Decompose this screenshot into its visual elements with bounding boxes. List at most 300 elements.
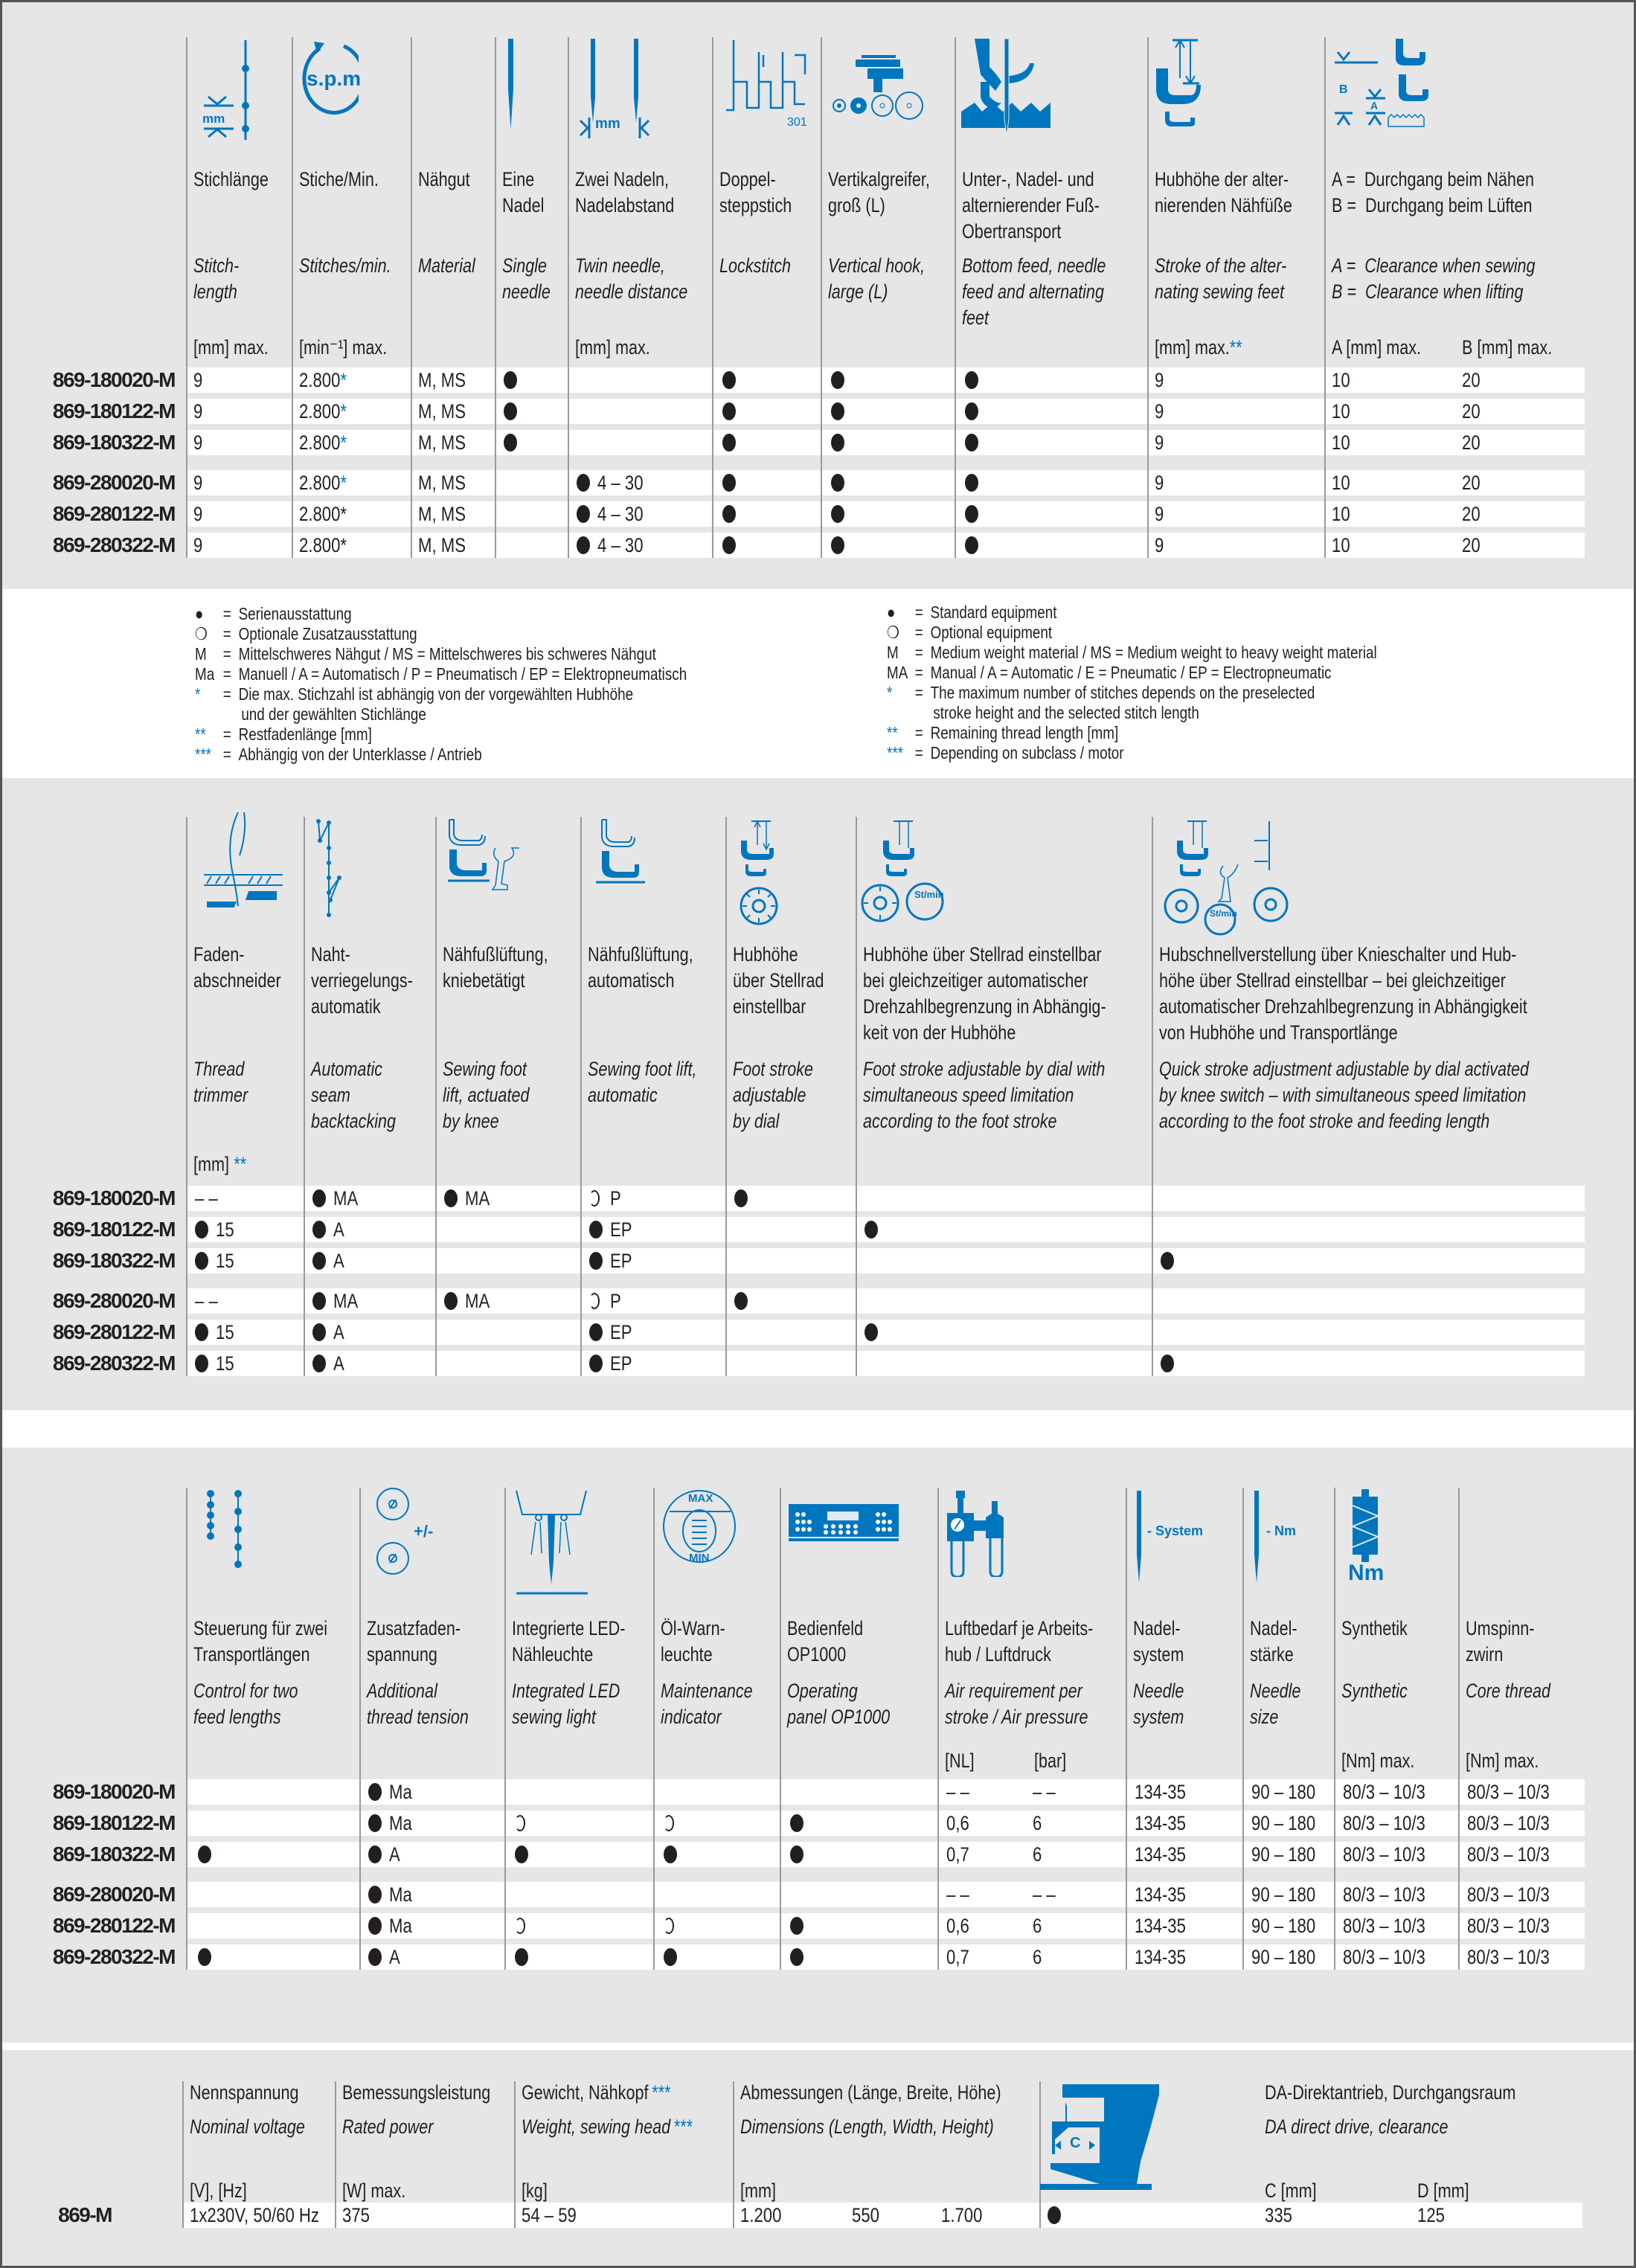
column-divider <box>186 37 187 558</box>
vertical-hook-icon <box>826 52 937 126</box>
column-heading-en: Rated power <box>342 2116 434 2138</box>
column-divider <box>1334 1488 1335 1970</box>
filled-dot-icon <box>195 1355 208 1372</box>
legend-text: Manual / A = Automatic / E = Pneumatic / EP = Electropneumatic <box>930 663 1332 682</box>
speed-value: 2.800* <box>299 400 347 423</box>
spec-value: 1x230V, 50/60 Hz <box>190 2204 319 2226</box>
legend-item <box>887 723 1118 743</box>
legend-text: Remaining thread length [mm] <box>930 723 1119 742</box>
legend-symbol: ● <box>887 603 896 622</box>
needle-size-value: 90 – 180 <box>1251 1781 1316 1803</box>
tension-value: A <box>389 1946 400 1968</box>
column-unit: [Nm] max. <box>1466 1750 1539 1772</box>
needle-system-value: 134-35 <box>1135 1915 1186 1937</box>
filled-dot-icon <box>444 1292 458 1310</box>
stitch-length-value: 9 <box>193 400 203 423</box>
air-pressure-value: 6 <box>1033 1812 1042 1834</box>
feature-value: EP <box>610 1250 632 1272</box>
legend-text: Abhängig von der Unterklasse / Antrieb <box>238 745 482 764</box>
filled-dot-icon <box>368 1948 382 1966</box>
column-divider <box>1147 37 1149 558</box>
needle-distance-value: 4 – 30 <box>597 472 644 494</box>
core-thread-value: 80/3 – 10/3 <box>1467 1883 1550 1906</box>
column-divider <box>937 1488 939 1970</box>
column-heading-en: Integrated LED sewing light <box>512 1680 620 1728</box>
legend-equals: = <box>914 623 923 642</box>
column-unit: A [mm] max. <box>1332 336 1422 359</box>
footnote-marker: * <box>340 534 347 556</box>
spm-icon-label: s.p.m <box>307 67 362 90</box>
legend-equals: = <box>914 643 923 662</box>
clearance-d-label: D <box>1104 2135 1115 2151</box>
filled-dot-icon <box>589 1323 603 1341</box>
filled-dot-icon <box>1048 2206 1061 2224</box>
column-heading-de: Hubschnellverstellung über Knieschalter und Hub- höhe über Stellrad einstellbar – bei gleichzeitiger automatischer Drehzahlbegrenzung in Abhängigkeit von Hubhöhe und Transportlänge <box>1159 943 1527 1044</box>
column-heading-en: Weight, sewing head *** <box>522 2116 693 2138</box>
filled-dot-icon <box>312 1355 326 1372</box>
filled-dot-icon <box>198 1948 211 1966</box>
model-number: 869-180322-M <box>52 1843 175 1866</box>
legend-symbol: ❍ <box>887 623 899 642</box>
feature-value: 15 <box>216 1321 234 1343</box>
filled-dot-icon <box>515 1845 528 1863</box>
legend-text: Standard equipment <box>930 603 1057 622</box>
column-heading-en: Synthetic <box>1341 1680 1408 1702</box>
legend-equals: = <box>914 683 923 702</box>
clearance-c-label: C <box>1070 2135 1081 2151</box>
filled-dot-icon <box>1161 1355 1174 1372</box>
stitch-length-icon <box>195 37 254 141</box>
filled-dot-icon <box>312 1323 326 1341</box>
filled-dot-icon <box>444 1189 458 1207</box>
legend-symbol: *** <box>195 745 212 764</box>
table-row <box>187 1217 1585 1242</box>
legend-symbol: ❍ <box>195 624 208 643</box>
column-heading-de: Hubhöhe über Stellrad einstellbar bei gleichzeitiger automatischer Drehzahlbegrenzung in Abhängig- keit von der Hubhöhe <box>863 943 1106 1044</box>
oil-max-label: MAX <box>688 1492 713 1505</box>
filled-dot-icon <box>864 1323 878 1341</box>
stroke-icon <box>1153 37 1220 126</box>
column-unit: [min⁻¹] max. <box>299 336 388 359</box>
feature-value: A <box>333 1218 344 1241</box>
column-divider <box>955 37 956 558</box>
dimension-value: 550 <box>852 2204 879 2226</box>
legend-text: stroke height and the selected stitch length <box>933 703 1199 722</box>
feature-value: 15 <box>216 1250 234 1272</box>
needle-system-label: - System <box>1147 1523 1204 1538</box>
column-heading-en: Bottom feed, needle feed and alternating feet <box>962 254 1106 329</box>
air-pressure-value: – – <box>1033 1781 1056 1803</box>
legend-equals: = <box>914 663 923 682</box>
air-requirement-value: – – <box>946 1883 969 1906</box>
feature-value: A <box>333 1352 344 1375</box>
column-heading-de: Stiche/Min. <box>299 168 379 190</box>
two-feed-lengths-icon <box>197 1488 242 1570</box>
thread-cone-label: Nm <box>1348 1561 1385 1585</box>
column-divider <box>653 1488 655 1970</box>
column-divider <box>186 817 187 1376</box>
legend-equals: = <box>222 725 231 744</box>
column-heading-de: Umspinn- zwirn <box>1466 1617 1535 1665</box>
air-pressure-value: – – <box>1033 1883 1056 1906</box>
column-heading-de: Synthetik <box>1341 1617 1408 1639</box>
column-heading-de: Abmessungen (Länge, Breite, Höhe) <box>740 2081 1001 2104</box>
legend-text: Optionale Zusatzausstattung <box>238 624 417 643</box>
core-thread-value: 80/3 – 10/3 <box>1467 1781 1550 1803</box>
legend-item <box>887 623 1052 643</box>
table-row <box>187 430 1585 455</box>
open-circle-icon <box>589 1190 600 1207</box>
legend-text: Die max. Stichzahl ist abhängig von der vorgewählten Hubhöhe <box>238 684 634 704</box>
section-gap <box>0 2043 1636 2050</box>
table-row <box>187 1288 1585 1314</box>
twin-needle-icon-label: mm <box>595 116 620 132</box>
tension-label: +/- <box>414 1522 434 1541</box>
column-unit: [kg] <box>522 2179 548 2202</box>
model-number: 869-280020-M <box>52 1883 175 1906</box>
model-number: 869-180020-M <box>52 1780 175 1803</box>
model-number: 869-180122-M <box>52 399 175 423</box>
column-divider <box>504 1488 506 1970</box>
oil-min-label: MIN <box>689 1552 710 1564</box>
filled-dot-icon <box>504 434 517 452</box>
feature-value: MA <box>465 1290 490 1312</box>
speed-value: 2.800* <box>299 503 347 525</box>
clearance-c-unit: C [mm] <box>1265 2179 1317 2202</box>
filled-dot-icon <box>312 1189 326 1207</box>
column-unit: [W] max. <box>342 2179 406 2202</box>
column-heading-en: Vertical hook, large (L) <box>828 254 926 303</box>
needle-system-icon <box>1131 1488 1235 1584</box>
oil-warning-icon <box>662 1488 744 1570</box>
table-row <box>187 399 1585 424</box>
legend-symbol: * <box>195 684 201 704</box>
auto-lift-icon <box>593 818 652 885</box>
feature-value: EP <box>610 1218 632 1241</box>
tension-value: A <box>389 1843 400 1866</box>
column-unit: [NL] <box>945 1750 975 1772</box>
column-heading-en: Sewing foot lift, automatic <box>588 1058 697 1106</box>
column-divider <box>856 817 857 1376</box>
column-divider <box>1242 1488 1244 1970</box>
column-heading-de: Eine Nadel <box>502 168 545 216</box>
material-value: M, MS <box>418 472 466 494</box>
spec-value: 54 – 59 <box>522 2204 577 2226</box>
legend-symbol: M <box>195 644 207 664</box>
needle-size-label: - Nm <box>1266 1523 1296 1538</box>
column-unit: [mm] max. <box>575 336 650 359</box>
filled-dot-icon <box>368 1917 382 1935</box>
feed-icon <box>960 37 1064 138</box>
legend-text: Mittelschweres Nähgut / MS = Mittelschweres bis schweres Nähgut <box>238 644 656 664</box>
stitch-length-value: 9 <box>193 472 203 494</box>
stitch-length-value: 9 <box>193 503 203 525</box>
synthetic-value: 80/3 – 10/3 <box>1343 1883 1425 1906</box>
dimension-value: 1.200 <box>740 2204 782 2226</box>
footnote-marker: ** <box>1229 336 1242 359</box>
filled-dot-icon <box>722 536 736 554</box>
spm-icon <box>299 37 362 126</box>
column-heading-en: Needle system <box>1133 1680 1184 1728</box>
legend-item <box>195 704 426 725</box>
model-number: 869-180322-M <box>52 431 175 454</box>
legend-item <box>195 664 687 684</box>
column-divider <box>712 37 713 558</box>
filled-dot-icon <box>722 402 736 420</box>
air-filter-icon <box>941 1488 1023 1577</box>
core-thread-value: 80/3 – 10/3 <box>1467 1915 1550 1937</box>
column-heading-en: Stitch- length <box>193 254 240 303</box>
column-divider <box>1152 817 1153 1376</box>
legend-symbol: ** <box>195 725 206 744</box>
legend-equals: = <box>222 745 231 764</box>
filled-dot-icon <box>790 1948 803 1966</box>
column-heading-de: Nähfußlüftung, automatisch <box>588 943 693 992</box>
clearance-c-value: 335 <box>1265 2204 1292 2226</box>
filled-dot-icon <box>965 402 978 420</box>
legend-item <box>195 684 633 704</box>
filled-dot-icon <box>504 371 517 389</box>
open-circle-icon <box>589 1293 600 1309</box>
clearance-b-value: 20 <box>1462 534 1481 556</box>
air-requirement-value: – – <box>946 1781 969 1803</box>
filled-dot-icon <box>722 434 736 452</box>
feature-value: MA <box>333 1187 359 1210</box>
footnote-marker: ** <box>234 1153 247 1175</box>
clearance-b-value: 20 <box>1462 503 1481 525</box>
column-heading-de: Hubhöhe der alter- nierenden Nähfüße <box>1155 168 1292 216</box>
legend-item <box>887 663 1332 683</box>
filled-dot-icon <box>965 505 978 523</box>
column-heading-en: Dimensions (Length, Width, Height) <box>740 2116 994 2138</box>
needle-distance-value: 4 – 30 <box>597 534 644 556</box>
stroke-value: 9 <box>1155 534 1164 556</box>
material-value: M, MS <box>418 400 466 423</box>
legend-text: und der gewählten Stichlänge <box>241 704 426 724</box>
column-divider <box>335 2081 336 2228</box>
column-heading-de: Steuerung für zwei Transportlängen <box>193 1617 328 1665</box>
feature-value: MA <box>465 1187 490 1210</box>
speed-label: St/min <box>914 889 944 900</box>
feature-value: A <box>333 1321 344 1343</box>
clearance-b-value: 20 <box>1462 431 1481 454</box>
filled-dot-icon <box>722 371 736 389</box>
column-heading-en: Lockstitch <box>719 254 792 277</box>
filled-dot-icon <box>312 1252 326 1270</box>
filled-dot-icon <box>790 1814 803 1832</box>
footnote-marker: *** <box>652 2081 671 2104</box>
column-divider <box>733 2081 734 2228</box>
clearance-b-value: 20 <box>1462 400 1481 423</box>
legend-equals: = <box>914 723 923 742</box>
filled-dot-icon <box>734 1292 748 1310</box>
legend-equals: = <box>222 664 231 684</box>
column-divider <box>495 37 496 558</box>
column-heading-de: Bemessungsleistung <box>342 2081 491 2104</box>
single-needle-icon <box>500 37 522 134</box>
filled-dot-icon <box>577 474 590 492</box>
filled-dot-icon <box>368 1886 382 1904</box>
column-heading-en: Control for two feed lengths <box>193 1680 298 1728</box>
feature-value: – – <box>195 1290 218 1312</box>
filled-dot-icon <box>965 371 978 389</box>
column-heading-en: Nominal voltage <box>190 2116 305 2138</box>
synthetic-value: 80/3 – 10/3 <box>1343 1946 1425 1968</box>
column-heading-de: Faden- abschneider <box>193 943 281 992</box>
column-heading-en: Automatic seam backtacking <box>311 1058 397 1132</box>
footnote-marker: * <box>340 503 347 525</box>
column-heading-en: Foot stroke adjustable by dial <box>733 1058 814 1132</box>
feature-value: MA <box>333 1290 359 1312</box>
model-number: 869-280020-M <box>52 471 175 494</box>
column-unit: [mm] <box>740 2179 776 2202</box>
open-circle-icon <box>515 1815 525 1831</box>
filled-dot-icon <box>664 1845 677 1863</box>
filled-dot-icon <box>195 1221 208 1239</box>
column-heading-de: Naht- verriegelungs- automatik <box>311 943 413 1018</box>
filled-dot-icon <box>577 505 590 523</box>
filled-dot-icon <box>589 1252 603 1270</box>
filled-dot-icon <box>198 1845 211 1863</box>
filled-dot-icon <box>368 1783 382 1801</box>
feature-value: 15 <box>216 1218 234 1241</box>
legend-symbol: MA <box>887 663 908 682</box>
filled-dot-icon <box>1161 1252 1174 1270</box>
legend-text: Medium weight material / MS = Medium weight to heavy weight material <box>930 643 1377 662</box>
column-divider <box>435 817 437 1376</box>
feature-value: EP <box>610 1321 632 1343</box>
filled-dot-icon <box>504 402 517 420</box>
legend-item <box>887 683 1315 703</box>
speed-value: 2.800* <box>299 472 347 494</box>
feature-value: 15 <box>216 1352 234 1375</box>
air-requirement-value: 0,7 <box>946 1843 969 1866</box>
column-unit: [V], [Hz] <box>190 2179 247 2202</box>
speed-value: 2.800* <box>299 534 347 556</box>
column-divider <box>568 37 569 558</box>
column-divider <box>292 37 293 558</box>
stroke-value: 9 <box>1155 503 1164 525</box>
filled-dot-icon <box>722 474 736 492</box>
legend-item <box>887 743 1124 763</box>
twin-needle-icon <box>574 37 656 141</box>
column-heading-en: Stroke of the alter- nating sewing feet <box>1155 254 1287 303</box>
column-heading-de: Gewicht, Nähkopf *** <box>522 2081 671 2104</box>
column-divider <box>304 817 305 1376</box>
filled-dot-icon <box>965 434 978 452</box>
backtacking-icon <box>312 818 357 922</box>
clearance-a-value: 10 <box>1332 369 1350 391</box>
needle-system-value: 134-35 <box>1135 1812 1186 1834</box>
filled-dot-icon <box>312 1292 326 1310</box>
feature-value: A <box>333 1250 344 1272</box>
needle-size-value: 90 – 180 <box>1251 1883 1316 1906</box>
led-light-icon <box>513 1488 595 1599</box>
column-divider <box>821 37 822 558</box>
material-value: M, MS <box>418 503 466 525</box>
section-gap <box>0 1410 1636 1448</box>
legend-equals: = <box>222 684 231 704</box>
synthetic-value: 80/3 – 10/3 <box>1343 1915 1425 1937</box>
air-pressure-value: 6 <box>1033 1946 1042 1968</box>
quick-stroke-icon <box>1161 818 1302 937</box>
drive-heading-en: DA direct drive, clearance <box>1265 2116 1449 2138</box>
clearance-a-value: 10 <box>1332 400 1350 423</box>
legend-symbol: Ma <box>195 664 215 684</box>
tension-value: Ma <box>389 1812 412 1834</box>
feature-value: EP <box>610 1352 632 1375</box>
clearance-b-value: 20 <box>1462 369 1481 391</box>
model-number: 869-280322-M <box>52 533 175 556</box>
legend-text: The maximum number of stitches depends on the preselected <box>930 683 1315 702</box>
filled-dot-icon <box>577 536 590 554</box>
column-heading-de: Luftbedarf je Arbeits- hub / Luftdruck <box>945 1617 1094 1665</box>
synthetic-value: 80/3 – 10/3 <box>1343 1781 1425 1803</box>
legend-item <box>195 725 372 745</box>
table-row <box>187 1351 1585 1376</box>
needle-size-value: 90 – 180 <box>1251 1946 1316 1968</box>
legend-text: Manuell / A = Automatisch / P = Pneumatisch / EP = Elektropneumatisch <box>238 664 687 684</box>
filled-dot-icon <box>831 474 844 492</box>
column-heading-en: Stitches/min. <box>299 254 391 277</box>
clearance-a-value: 10 <box>1332 503 1350 525</box>
column-unit: [mm] max.** <box>1155 336 1242 359</box>
column-unit: [Nm] max. <box>1341 1750 1415 1772</box>
table-row <box>187 1248 1585 1273</box>
column-heading-de: Doppel- steppstich <box>719 168 792 216</box>
air-requirement-value: 0,6 <box>946 1915 969 1937</box>
table-row <box>187 533 1585 558</box>
table-row <box>184 2203 1582 2228</box>
clearance-d-unit: D [mm] <box>1417 2179 1469 2202</box>
column-divider <box>580 817 582 1376</box>
footnote-marker: * <box>340 431 347 454</box>
needle-size-value: 90 – 180 <box>1251 1843 1316 1866</box>
legend-equals: = <box>222 624 231 643</box>
legend-text: Depending on subclass / motor <box>930 743 1124 762</box>
filled-dot-icon <box>965 536 978 554</box>
filled-dot-icon <box>589 1221 603 1239</box>
filled-dot-icon <box>368 1845 382 1863</box>
column-divider <box>411 37 412 558</box>
column-heading-de: Vertikalgreifer, groß (L) <box>828 168 930 216</box>
legend-symbol: *** <box>887 743 904 762</box>
filled-dot-icon <box>831 505 844 523</box>
column-heading-de: A = Durchgang beim Nähen B = Durchgang beim Lüften <box>1332 168 1534 216</box>
needle-system-value: 134-35 <box>1135 1781 1186 1803</box>
column-heading-en: Thread trimmer <box>193 1058 248 1106</box>
core-thread-value: 80/3 – 10/3 <box>1467 1946 1550 1968</box>
column-heading-en: A = Clearance when sewing B = Clearance when lifting <box>1332 254 1536 303</box>
column-divider <box>186 1488 187 1970</box>
column-divider <box>1126 1488 1127 1970</box>
footnote-marker: * <box>340 400 347 423</box>
filled-dot-icon <box>368 1814 382 1832</box>
legend-equals: = <box>222 644 231 664</box>
column-heading-en: Single needle <box>502 254 551 303</box>
dimension-value: 1.700 <box>941 2204 983 2226</box>
material-value: M, MS <box>418 369 466 391</box>
table-row <box>187 470 1585 495</box>
legend-symbol: * <box>887 683 893 702</box>
footnote-marker: * <box>340 472 347 494</box>
feature-value: P <box>610 1187 621 1210</box>
table-row <box>187 501 1585 527</box>
filled-dot-icon <box>864 1221 878 1239</box>
needle-system-value: 134-35 <box>1135 1843 1186 1866</box>
filled-dot-icon <box>589 1355 603 1372</box>
open-circle-icon <box>515 1918 525 1934</box>
